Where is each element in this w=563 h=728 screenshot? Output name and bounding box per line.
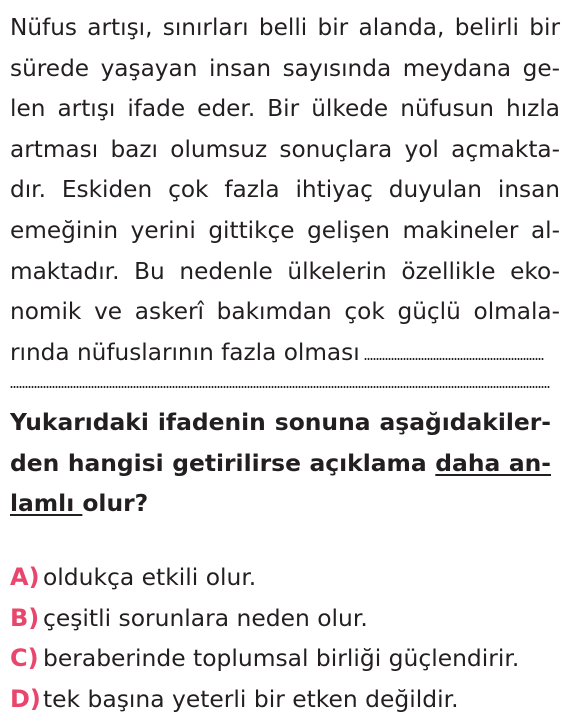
passage-line: maktadır. Bu nedenle ülkelerin özellikle eko- — [10, 257, 560, 285]
option-letter: A) — [10, 563, 40, 591]
option-text: tek başına yeterli bir etken değildir. — [43, 684, 459, 713]
option-d[interactable] — [10, 679, 555, 720]
answer-options — [10, 557, 555, 719]
passage-line: len artışı ifade eder. Bir ülkede nüfusun hızla — [10, 95, 560, 123]
passage-line: nomik ve askerî bakımdan çok güçlü olmala- — [10, 298, 560, 326]
passage-line: Nüfus artışı, sınırları belli bir alanda, belirli bir — [10, 14, 560, 41]
question-line: Yukarıdaki ifadenin sonuna aşağıdakiler- — [10, 408, 551, 436]
blank-dotted-line-full — [10, 386, 550, 388]
question-emphasis: daha an- — [435, 448, 551, 477]
question-text: den hangisi getirilirse açıklama — [10, 448, 436, 477]
question-emphasis: lamlı — [10, 489, 83, 517]
passage-line: sürede yaşayan insan sayısında meydana ge- — [10, 54, 560, 82]
passage-line: artması bazı olumsuz sonuçlara yol açmakta- — [10, 135, 560, 163]
passage-last-line — [10, 333, 560, 374]
option-letter: C) — [10, 644, 39, 672]
option-letter: B) — [10, 603, 40, 632]
option-text: beraberinde toplumsal birliği güçlendirir. — [43, 644, 520, 672]
passage-paragraph — [10, 8, 560, 373]
passage-line-text: rında nüfuslarının fazla olması — [10, 338, 360, 366]
question-text: olur? — [82, 489, 149, 517]
passage-line: dır. Eskiden çok fazla ihtiyaç duyulan insan — [10, 176, 560, 204]
question-line — [10, 443, 551, 484]
option-letter: D) — [10, 684, 41, 713]
option-a[interactable] — [10, 557, 555, 598]
option-c[interactable] — [10, 638, 555, 679]
option-text: çeşitli sorunlara neden olur. — [43, 603, 368, 632]
blank-dotted-line — [364, 358, 544, 360]
passage-line: emeğinin yerini gittikçe gelişen makineler al- — [10, 216, 560, 244]
option-text: oldukça etkili olur. — [43, 563, 257, 591]
question-stem — [10, 402, 551, 524]
option-b[interactable] — [10, 598, 555, 639]
question-line — [10, 483, 551, 524]
